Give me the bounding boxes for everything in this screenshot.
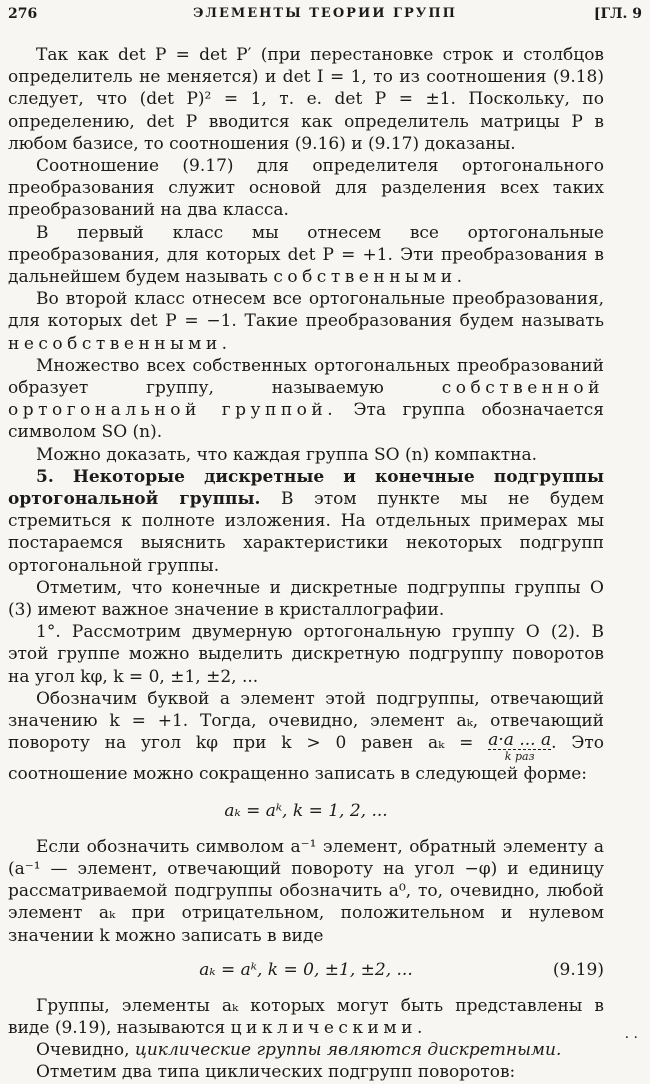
text: Множество всех собственных ортогональных преобразований образует группу, называемую xyxy=(8,355,604,399)
term-improper: несобственными. xyxy=(8,333,232,354)
paragraph-element-a xyxy=(8,688,604,786)
page-body xyxy=(8,44,604,1084)
paragraph-inverse: Если обозначить символом a⁻¹ элемент, обратный элементу a (a⁻¹ — элемент, отвечающий повороту на угол −φ) и единицу рассматриваемой подгруппы обозначить a⁰, то, очевидно, любой элемент aₖ при отрицательном, положительном и нулевом значении k можно записать в виде xyxy=(8,836,604,946)
underbrace-product xyxy=(488,732,551,763)
paragraph-compact: Можно доказать, что каждая группа SO (n) компактна. xyxy=(36,444,538,465)
paragraph-classes: Соотношение (9.17) для определителя ортогонального преобразования служит основой для разделения всех таких преобразований на два класса. xyxy=(8,156,604,221)
paragraph-crystallography: Отметим, что конечные и дискретные подгруппы группы O (3) имеют важное значение в кристаллографии. xyxy=(8,577,604,621)
paragraph-cyclic-discrete xyxy=(8,1039,604,1061)
paragraph-first-class xyxy=(8,222,604,289)
section-heading: 5. Некоторые дискретные и конечные подгруппы ортогональной группы. xyxy=(8,466,604,510)
formula-powers: aₖ = aᵏ, k = 1, 2, ... xyxy=(224,800,388,821)
term-proper-orthogonal-group: собственной ортогональной группой. xyxy=(8,378,604,421)
paragraph-section-5 xyxy=(8,466,604,577)
formula-cyclic: aₖ = aᵏ, k = 0, ±1, ±2, ... xyxy=(199,959,413,980)
text: Во второй класс отнесем все ортогональные преобразования, для которых det P = −1. Такие преобразования будем называть xyxy=(8,289,604,332)
text: Эта группа обозначается символом SO (n). xyxy=(8,400,605,443)
paragraph-two-types: Отметим два типа циклических подгрупп поворотов: xyxy=(36,1062,516,1083)
page-header xyxy=(8,4,642,26)
text: В первый класс мы отнесем все ортогональные преобразования, для которых det P = +1. Эти преобразования в дальнейшем будем называть xyxy=(8,222,604,288)
paragraph-second-class xyxy=(8,288,604,355)
brace-label: k раз xyxy=(504,750,535,764)
equation-number: (9.19) xyxy=(552,959,604,980)
emphasis-statement: циклические группы являются дискретными. xyxy=(134,1040,562,1061)
scan-artifact: . . xyxy=(624,1026,638,1042)
running-title: ЭЛЕМЕНТЫ ТЕОРИИ ГРУПП xyxy=(193,6,457,21)
paragraph-so-group xyxy=(8,355,604,444)
term-proper: собственными. xyxy=(273,267,467,288)
term-cyclic: циклическими. xyxy=(230,1017,427,1038)
text: . Это соотношение можно сокращенно записать в следующей форме: xyxy=(8,733,604,785)
paragraph-o2: 1°. Рассмотрим двумерную ортогональную группу O (2). В этой группе можно выделить дискретную подгруппу поворотов на угол kφ, k = 0, ±1, ±2, ... xyxy=(8,622,604,687)
chapter-label: [ГЛ. 9 xyxy=(593,6,642,22)
brace-content: a·a ... a xyxy=(488,730,552,751)
paragraph-cyclic-def xyxy=(8,995,604,1039)
paragraph-det: Так как det P = det P′ (при перестановке строк и столбцов определитель не меняется) и det I = 1, то из соотношения (9.18) следует, что (det P)² = 1, т. е. det P = ±1. Поскольку, по определению, det P вводится как определитель матрицы P в любом базисе, то соотношения (9.16) и (9.17) доказаны. xyxy=(8,45,604,154)
text: Группы, элементы aₖ которых могут быть представлены в виде (9.19), называются xyxy=(8,995,604,1038)
page-number: 276 xyxy=(8,6,38,22)
text: Очевидно, xyxy=(36,1040,135,1061)
equation-9-19 xyxy=(8,959,604,983)
text: В этом пункте мы не будем стремиться к полноте изложения. На отдельных примерах мы постараемся выяснить характеристики некоторых подгрупп ортогональной группы. xyxy=(8,489,605,576)
text: Обозначим буквой a элемент этой подгруппы, отвечающий значению k = +1. Тогда, очевидно, элемент aₖ, отвечающий повороту на угол kφ при k > 0 равен aₖ = xyxy=(8,688,604,754)
